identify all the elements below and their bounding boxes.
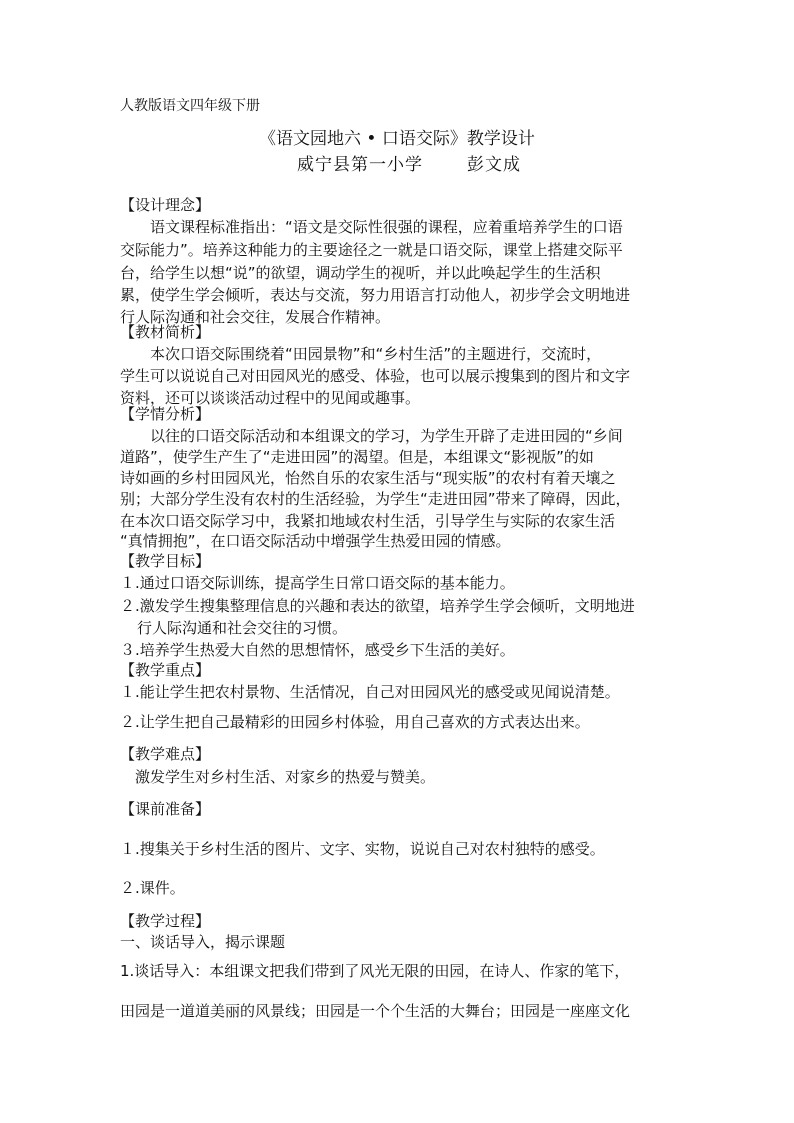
list-item: １.能让学生把农村景物、生活情况，自己对田园风光的感受或见闻说清楚。 [120,683,620,701]
document-title: 《语文园地六 • 口语交际》教学设计 [259,129,535,149]
paragraph-line: 资料，还可以谈谈活动过程中的见闻或趣事。 [120,389,421,407]
paragraph-line: 道路”，使学生产生了“走进田园”的渴望。但是，本组课文“影视版”的如 [120,448,594,466]
section-heading: 【学情分析】 [120,405,211,423]
list-item: ２.激发学生搜集整理信息的兴趣和表达的欲望，培养学生学会倾听，文明地进 [120,597,635,615]
list-item-continuation: 行人际沟通和社会交往的习惯。 [137,619,348,637]
paragraph-line: 累，使学生学会倾听，表达与交流，努力用语言打动他人，初步学会文明地进 [120,286,631,304]
section-heading: 【教学过程】 [120,912,211,930]
list-item: ３.培养学生热爱大自然的思想情怀，感受乡下生活的美好。 [120,641,515,659]
header-small: 人教版语文四年级下册 [120,98,260,114]
paragraph-line: 学生可以说说自己对田园风光的感受、体验，也可以展示搜集到的图片和文字 [120,367,631,385]
paragraph-line: 激发学生对乡村生活、对家乡的热爱与赞美。 [135,768,436,786]
section-heading: 【教学难点】 [120,745,211,763]
list-item: １.搜集关于乡村生活的图片、文字、实物，说说自己对农村独特的感受。 [120,840,605,858]
paragraph-line: 在本次口语交际学习中，我紧扣地域农村生活，引导学生与实际的农家生活 [120,512,616,530]
paragraph-line: 本次口语交际围绕着“田园景物”和“乡村生活”的主题进行，交流时， [150,345,602,363]
section-heading: 【课前准备】 [120,800,211,818]
section-heading: 【设计理念】 [120,196,211,214]
subsection-heading: 一、谈话导入，揭示课题 [120,933,286,951]
paragraph-line: 交际能力”。培养这种能力的主要途径之一就是口语交际，课堂上搭建交际平 [120,241,623,259]
list-item: ２.课件。 [120,879,185,897]
paragraph-line: 1.谈话导入：本组课文把我们带到了风光无限的田园，在诗人、作家的笔下， [120,962,630,980]
paragraph-line: 以往的口语交际活动和本组课文的学习，为学生开辟了走进田园的“乡间 [150,427,623,445]
school-name: 威宁县第一小学 [297,155,423,175]
list-item: ２.让学生把自己最精彩的田园乡村体验，用自己喜欢的方式表达出来。 [120,713,590,731]
section-heading: 【教学重点】 [120,661,211,679]
paragraph-line: 语文课程标准指出：“语文是交际性很强的课程，应着重培养学生的口语 [150,218,623,236]
section-heading: 【教材简析】 [120,323,211,341]
paragraph-line: “真情拥抱”，在口语交际活动中增强学生热爱田园的情感。 [120,532,511,550]
paragraph-line: 别；大部分学生没有农村的生活经验，为学生“走进田园”带来了障碍，因此， [120,490,631,508]
list-item: １.通过口语交际训练，提高学生日常口语交际的基本能力。 [120,574,515,592]
paragraph-line: 行人际沟通和社会交往，发展合作精神。 [120,308,391,326]
paragraph-line: 台，给学生以想“说”的欲望，调动学生的视听，并以此唤起学生的生活积 [120,264,601,282]
paragraph-line: 田园是一道道美丽的风景线；田园是一个个生活的大舞台；田园是一座座文化 [120,1002,631,1020]
section-heading: 【教学目标】 [120,552,211,570]
author-name: 彭文成 [467,155,521,175]
paragraph-line: 诗如画的乡村田园风光，怡然自乐的农家生活与“现实版”的农村有着天壤之 [120,469,616,487]
